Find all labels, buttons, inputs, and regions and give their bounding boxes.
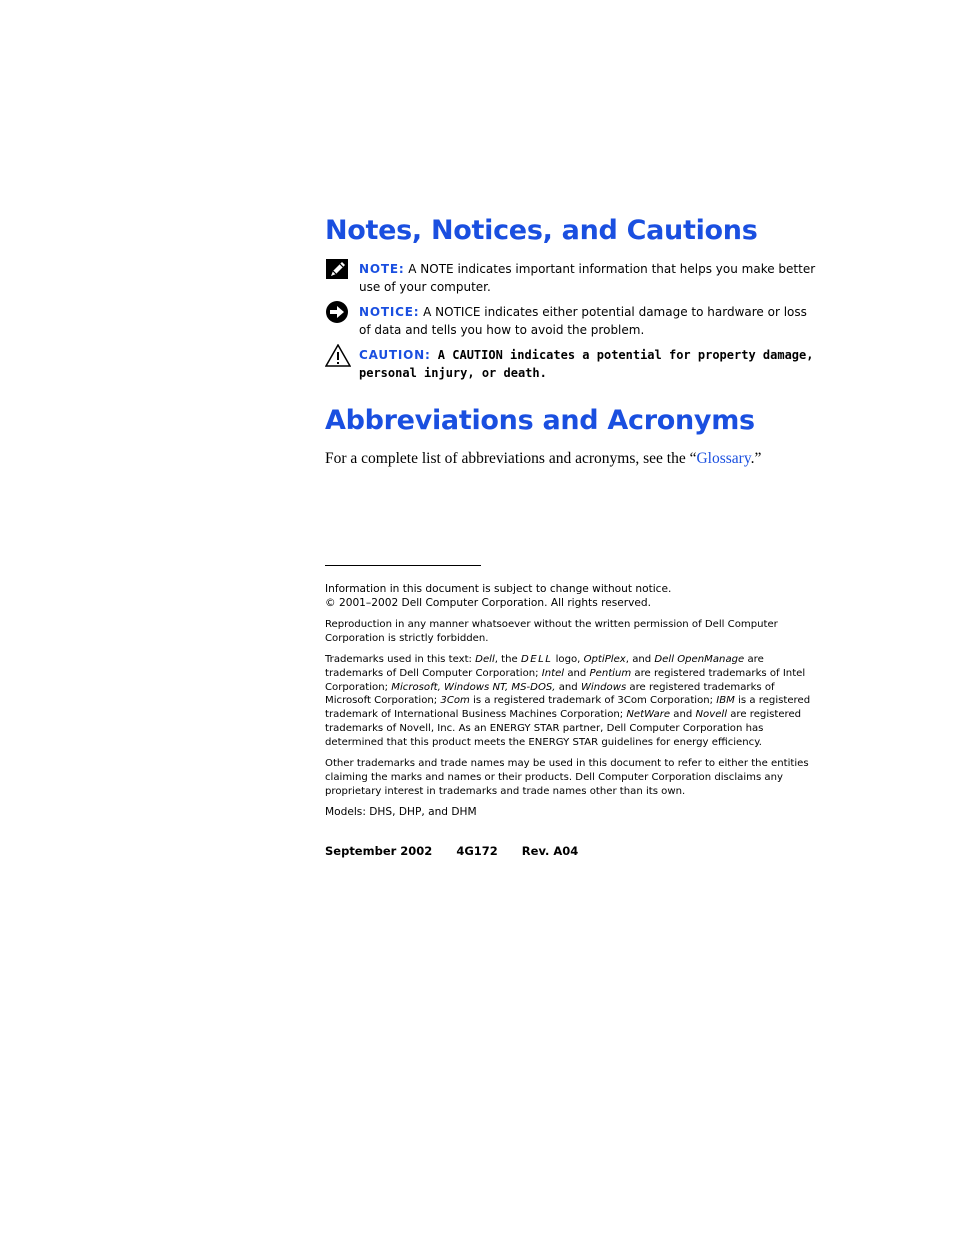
other-trademarks: Other trademarks and trade names may be used in this document to refer to either the entities claiming the marks and names or their products. Dell Computer Corporation disclaims any proprietary interest in trademarks and trade names other than its own. (325, 758, 809, 797)
footer-date: September 2002 (325, 844, 433, 858)
caution-warning-icon (325, 344, 351, 368)
copyright-line: © 2001–2002 Dell Computer Corporation. All rights reserved. (325, 596, 652, 609)
caution-text: A CAUTION indicates a potential for property damage, personal injury, or death. (359, 348, 814, 380)
notice-label: NOTICE: (359, 305, 420, 319)
abbreviations-heading: Abbreviations and Acronyms (325, 405, 755, 436)
notice-arrow-icon (325, 301, 349, 325)
models-line: Models: DHS, DHP, and DHM (325, 806, 477, 818)
info-line-1: Information in this document is subject to change without notice. (325, 583, 672, 595)
notice-text: A NOTICE indicates either potential damage to hardware or loss of data and tells you how to avoid the problem. (359, 305, 807, 337)
glossary-link[interactable]: Glossary (696, 450, 751, 467)
abbreviations-text-end: .” (750, 450, 762, 467)
footnote-rule (325, 565, 481, 566)
trademarks-paragraph: Trademarks used in this text: Dell, the DELL logo, OptiPlex, and Dell OpenManage are trademarks of Dell Computer Corporation; Intel and Pentium are registered trademarks of Intel Corporation; Microsoft, Windows NT, MS-DOS, and Windows are registered trademarks of Microsoft Corporation; 3Com is a registered trademark of 3Com Corporation; IBM is a registered trademark of International Business Machines Corporation; NetWare and Novell are registered trademarks of Novell, Inc. As an ENERGY STAR partner, Dell Computer Corporation has determined that this product meets the ENERGY STAR guidelines for energy efficiency. (325, 654, 811, 748)
dell-logo-text: DELL (520, 654, 553, 665)
footer-line (325, 844, 598, 858)
change-notice (325, 583, 820, 611)
note-pencil-icon (325, 258, 349, 282)
note-text: A NOTE indicates important information that helps you make better use of your computer. (359, 262, 816, 294)
reproduction-notice: Reproduction in any manner whatsoever without the written permission of Dell Computer Corporation is strictly forbidden. (325, 619, 778, 644)
footer-revision: Rev. A04 (521, 844, 579, 858)
notes-heading: Notes, Notices, and Cautions (325, 215, 758, 246)
caution-label: CAUTION: (359, 348, 431, 362)
footer-part-number: 4G172 (456, 844, 498, 858)
abbreviations-text: For a complete list of abbreviations and acronyms, see the “ (325, 450, 697, 467)
abbreviations-paragraph (325, 450, 761, 468)
note-label: NOTE: (359, 262, 405, 276)
